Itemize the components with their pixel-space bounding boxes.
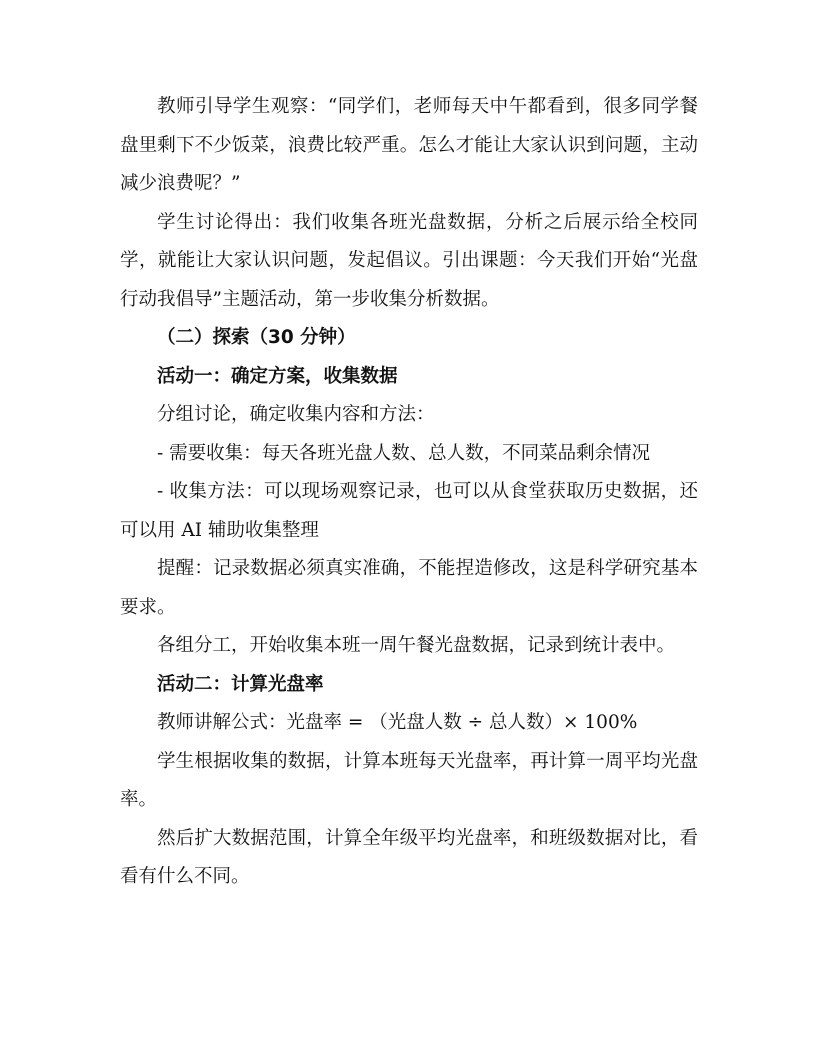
paragraph-student-discussion: 学生讨论得出：我们收集各班光盘数据，分析之后展示给全校同学，就能让大家认识问题，发起倡议。引出课题：今天我们开始“光盘行动我倡导”主题活动，第一步收集分析数据。	[120, 211, 698, 310]
paragraph-teacher-guide: 教师引导学生观察：“同学们，老师每天中午都看到，很多同学餐盘里剩下不少饭菜，浪费比较严重。怎么才能让大家认识到问题，主动减少浪费呢？”	[120, 96, 698, 194]
document-page	[120, 88, 698, 897]
section-heading-explore: （二）探索（30 分钟）	[157, 327, 356, 348]
paragraph-formula: 教师讲解公式：光盘率 = （光盘人数 ÷ 总人数）× 100%	[157, 712, 638, 733]
activity-one-title: 活动一：确定方案，收集数据	[157, 365, 398, 387]
activity-two-title: 活动二：计算光盘率	[157, 673, 324, 695]
activity-one-intro: 分组讨论，确定收集内容和方法：	[157, 404, 435, 425]
list-item-collect-content: - 需要收集：每天各班光盘人数、总人数，不同菜品剩余情况	[157, 442, 651, 464]
paragraph-step-two: 然后扩大数据范围，计算全年级平均光盘率，和班级数据对比，看看有什么不同。	[120, 827, 698, 887]
paragraph-task: 各组分工，开始收集本班一周午餐光盘数据，记录到统计表中。	[157, 635, 676, 656]
paragraph-step-one: 学生根据收集的数据，计算本班每天光盘率，再计算一周平均光盘率。	[120, 750, 698, 810]
list-item-collect-method: - 收集方法：可以现场观察记录，也可以从食堂获取历史数据，还可以用 AI 辅助收集整理	[120, 481, 698, 541]
paragraph-reminder: 提醒：记录数据必须真实准确，不能捏造修改，这是科学研究基本要求。	[120, 558, 698, 618]
